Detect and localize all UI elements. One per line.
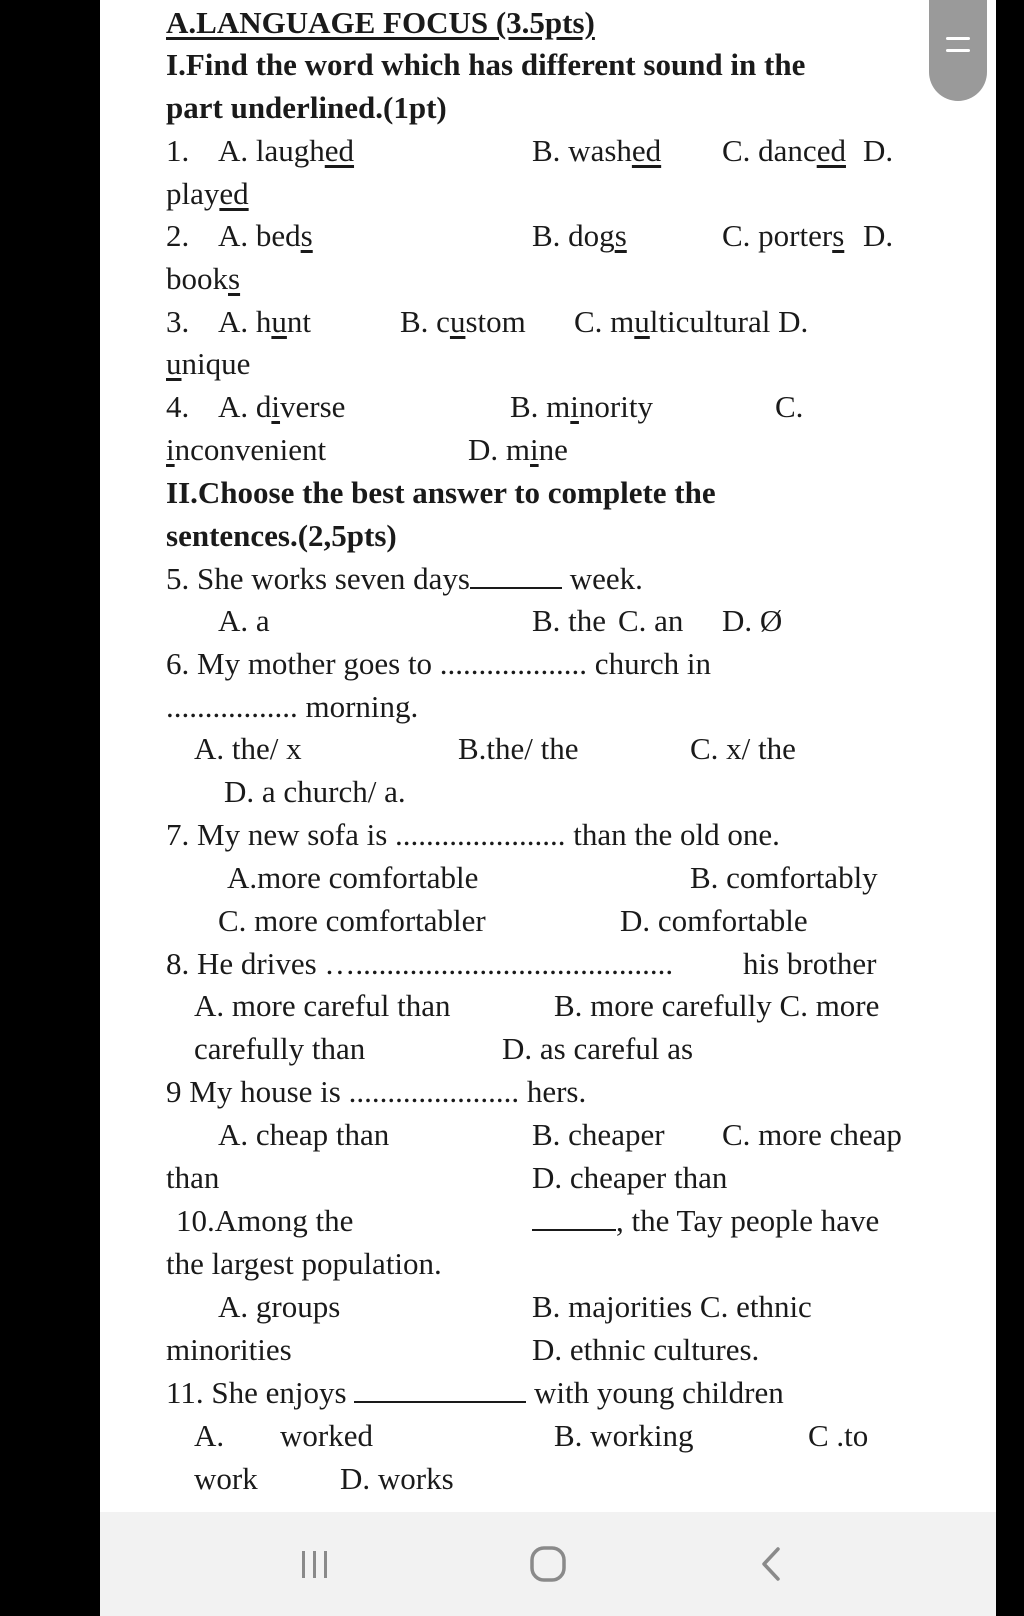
question-4-number: 4.: [166, 389, 190, 424]
question-10-option-a: A. groups: [218, 1289, 341, 1324]
question-10-option-d: D. ethnic cultures.: [532, 1332, 760, 1367]
question-7-stem: 7. My new sofa is ...................... than the old one.: [166, 817, 780, 852]
question-3-option-a: A. hunt: [218, 304, 312, 339]
question-9-stem: 9 My house is ...................... hers.: [166, 1074, 587, 1109]
question-3-number: 3.: [166, 304, 190, 339]
question-1-option-d-letter: D.: [863, 133, 894, 168]
question-9-option-c-cont: than: [166, 1160, 220, 1195]
question-4-option-d: D. mine: [468, 432, 568, 467]
question-10-stem-end: , the Tay people have: [532, 1201, 879, 1241]
question-2-option-c: C. porters: [722, 218, 845, 253]
question-5-stem: 5. She works seven days week.: [166, 561, 643, 596]
section-1-heading-cont: part underlined.(1pt): [166, 90, 447, 125]
question-11-stem: 11. She enjoys with young children: [166, 1375, 784, 1410]
question-1-option-b: B. washed: [532, 133, 662, 168]
question-5-option-c: C. an: [618, 603, 684, 638]
section-1-heading: I.Find the word which has different sound in the: [166, 47, 806, 82]
question-7-option-d: D. comfortable: [620, 903, 808, 938]
question-8-option-b: B. more carefully C. more: [554, 988, 880, 1023]
back-button[interactable]: [742, 1534, 802, 1594]
scroll-grip-line: [946, 49, 970, 52]
question-8-stem: 8. He drives ….........................................: [166, 946, 674, 981]
question-1-number: 1.: [166, 133, 190, 168]
question-4-option-c: inconvenient: [166, 432, 327, 467]
page-title: A.LANGUAGE FOCUS (3.5pts): [166, 5, 595, 40]
question-8-option-c-cont: carefully than: [194, 1031, 366, 1066]
question-10-option-c-cont: minorities: [166, 1332, 292, 1367]
question-8-option-a: A. more careful than: [194, 988, 451, 1023]
question-11-option-a-letter: A.: [194, 1418, 225, 1453]
question-6-option-d: D. a church/ a.: [224, 774, 406, 809]
scroll-grip-line: [946, 37, 970, 40]
question-3-option-c: C. multicultural D.: [574, 304, 809, 339]
question-3-option-d: unique: [166, 346, 251, 381]
navigation-bar: [100, 1512, 996, 1616]
question-6-option-b: B.the/ the: [458, 731, 579, 766]
question-7-option-c: C. more comfortabler: [218, 903, 486, 938]
section-2-heading-cont: sentences.(2,5pts): [166, 518, 397, 553]
section-2-heading: II.Choose the best answer to complete the: [166, 475, 716, 510]
question-6-stem-cont: ................. morning.: [166, 689, 419, 724]
question-10-stem: 10.Among the: [176, 1203, 354, 1238]
question-7-option-b: B. comfortably: [690, 860, 878, 895]
question-6-stem: 6. My mother goes to ................... church in: [166, 646, 712, 681]
question-4-option-b: B. minority: [510, 389, 653, 424]
question-1-option-d: played: [166, 176, 249, 211]
scroll-handle-icon[interactable]: [929, 0, 987, 101]
question-3-option-b: B. custom: [400, 304, 526, 339]
question-9-option-a: A. cheap than: [218, 1117, 390, 1152]
question-2-option-b: B. dogs: [532, 218, 627, 253]
question-10-stem-cont: the largest population.: [166, 1246, 442, 1281]
question-6-option-c: C. x/ the: [690, 731, 796, 766]
question-2-option-d-letter: D.: [863, 218, 894, 253]
question-2-option-d: books: [166, 261, 241, 296]
question-7-option-a: A.more comfortable: [227, 860, 479, 895]
question-10-option-b: B. majorities C. ethnic: [532, 1289, 812, 1324]
question-5-option-b: B. the: [532, 603, 607, 638]
document-page: [100, 0, 996, 1512]
recents-button[interactable]: [285, 1534, 345, 1594]
question-11-option-d: D. works: [340, 1461, 454, 1496]
recents-icon: [285, 1534, 345, 1594]
question-1-option-a: A. laughed: [218, 133, 355, 168]
question-2-option-a: A. beds: [218, 218, 313, 253]
home-button[interactable]: [518, 1534, 578, 1594]
home-icon: [518, 1534, 578, 1594]
question-9-option-d: D. cheaper than: [532, 1160, 728, 1195]
question-5-option-d: D. Ø: [722, 603, 783, 638]
question-11-option-c: C .to: [808, 1418, 869, 1453]
question-1-option-c: C. danced: [722, 133, 846, 168]
question-8-stem-end: his brother: [743, 946, 877, 981]
question-4-option-a: A. diverse: [218, 389, 346, 424]
question-2-number: 2.: [166, 218, 190, 253]
question-9-option-b: B. cheaper: [532, 1117, 665, 1152]
question-5-option-a: A. a: [218, 603, 270, 638]
question-6-option-a: A. the/ x: [194, 731, 302, 766]
question-8-option-d: D. as careful as: [502, 1031, 694, 1066]
question-4-option-c-letter: C.: [775, 389, 804, 424]
question-9-option-c: C. more cheap: [722, 1117, 902, 1152]
question-11-option-a: worked: [280, 1418, 373, 1453]
back-icon: [742, 1534, 802, 1594]
question-11-option-b: B. working: [554, 1418, 694, 1453]
question-11-option-c-cont: work: [194, 1461, 258, 1496]
